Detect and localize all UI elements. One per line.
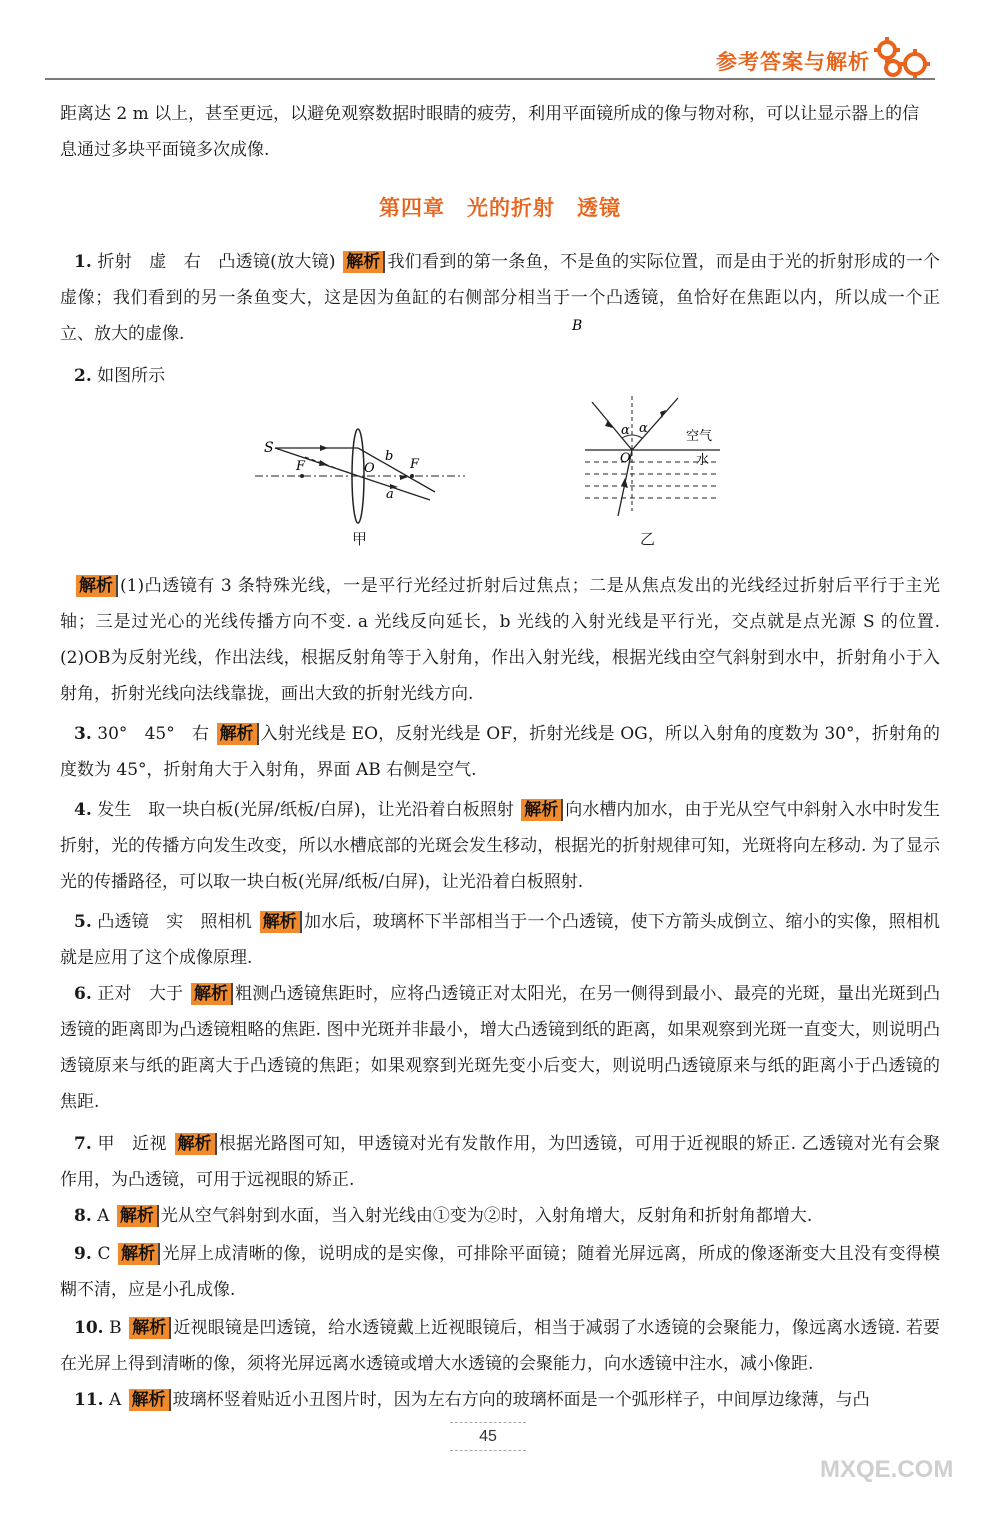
analysis-tag: 解析 xyxy=(117,1205,159,1227)
question-2 xyxy=(60,358,940,394)
figure-yi xyxy=(570,316,740,516)
q2-answer: 如图所示 xyxy=(97,366,166,386)
q10-answer: B xyxy=(109,1318,122,1338)
page-number: 45 xyxy=(479,1428,497,1445)
q10-analysis: 近视眼镜是凹透镜，给水透镜戴上近视眼镜后，相当于减弱了水透镜的会聚能力，像远离水透镜. 若要在光屏上得到清晰的像，须将光屏远离水透镜或增大水透镜的会聚能力，向水透镜中注水，减小像距. xyxy=(60,1318,941,1374)
analysis-tag: 解析 xyxy=(129,1389,171,1411)
q7-number: 7. xyxy=(74,1134,92,1154)
label-S: S xyxy=(264,440,274,456)
label-air: 空气 xyxy=(686,429,713,444)
analysis-tag: 解析 xyxy=(118,1243,160,1265)
label-B: B xyxy=(572,318,583,334)
label-alpha-2: α xyxy=(639,421,648,436)
label-alpha-1: α xyxy=(621,423,630,438)
analysis-tag: 解析 xyxy=(175,1133,217,1155)
q5-answer: 凸透镜 实 照相机 xyxy=(97,912,253,932)
analysis-tag: 解析 xyxy=(191,983,233,1005)
question-5 xyxy=(60,904,940,976)
analysis-tag: 解析 xyxy=(217,723,259,745)
gears-icon xyxy=(873,36,933,80)
label-F-left: F xyxy=(296,459,306,474)
question-7 xyxy=(60,1126,940,1198)
label-b: b xyxy=(385,449,394,464)
arrow-2 xyxy=(319,460,328,466)
question-9 xyxy=(60,1236,940,1308)
q7-analysis: 根据光路图可知，甲透镜对光有发散作用，为凹透镜，可用于近视眼的矫正. 乙透镜对光有会聚作用，为凸透镜，可用于远视眼的矫正. xyxy=(60,1134,941,1190)
header-rule xyxy=(45,78,935,80)
q9-analysis: 光屏上成清晰的像，说明成的是实像，可排除平面镜；随着光屏远离，所成的像逐渐变大且没有变得模糊不清，应是小孔成像. xyxy=(60,1244,941,1300)
q4-answer: 发生 取一块白板(光屏/纸板/白屏)，让光沿着白板照射 xyxy=(97,800,514,820)
question-1 xyxy=(60,244,940,352)
caption-yi: 乙 xyxy=(640,530,656,548)
q9-answer: C xyxy=(97,1244,111,1264)
intro-line-2: 息通过多块平面镜多次成像. xyxy=(60,140,270,160)
intro-line-1: 距离达 2 m 以上，甚至更远，以避免观察数据时眼睛的疲劳，利用平面镜所成的像与物对称，可以让显示器上的信 xyxy=(60,104,920,124)
q2-analysis-block xyxy=(60,568,940,712)
question-10 xyxy=(60,1310,940,1382)
q1-number: 1. xyxy=(74,252,92,272)
q11-number: 11. xyxy=(74,1390,104,1410)
label-O-yi: O xyxy=(620,451,631,466)
q8-analysis: 光从空气斜射到水面，当入射光线由①变为②时，入射角增大，反射角和折射角都增大. xyxy=(160,1206,813,1226)
q4-number: 4. xyxy=(74,800,92,820)
analysis-tag: 解析 xyxy=(521,799,563,821)
q6-answer: 正对 大于 xyxy=(97,984,184,1004)
q2-analysis: (1)凸透镜有 3 条特殊光线，一是平行光经过折射后过焦点；二是从焦点发出的光线经过折射后平行于主光轴；三是过光心的光线传播方向不变. a 光线反向延长，b 光线的入射光线是平行光，交点就是点光源 S 的位置. (2)OB为反射光线，作出法线，根据反射角等于入射角，作出入射光线，根据光线由空气斜射到水中，折射角小于入射角，折射光线向法线靠拢，画出大致的折射光线方向. xyxy=(60,576,940,704)
q8-answer: A xyxy=(97,1206,110,1226)
q3-answer: 30° 45° 右 xyxy=(97,724,210,744)
header-title: 参考答案与解析 xyxy=(716,50,870,74)
question-6 xyxy=(60,976,940,1120)
label-O: O xyxy=(364,461,375,476)
label-F-right: F xyxy=(410,457,420,472)
q4-analysis: 向水槽内加水，由于光从空气中斜射入水中时发生折射，光的传播方向发生改变，所以水槽底部的光斑会发生移动，根据光的折射规律可知，光斑将向左移动. 为了显示光的传播路径，可以取一块白板(光屏/纸板/白屏)，让光沿着白板照射. xyxy=(60,800,941,892)
label-a: a xyxy=(386,487,394,502)
intro-text xyxy=(60,96,940,168)
watermark: MXQE.COM xyxy=(820,1456,954,1483)
analysis-tag: 解析 xyxy=(343,251,385,273)
question-4 xyxy=(60,792,940,900)
q3-number: 3. xyxy=(74,724,92,744)
q10-number: 10. xyxy=(74,1318,104,1338)
chapter-title: 第四章 光的折射 透镜 xyxy=(379,196,621,220)
q3-analysis: 入射光线是 EO，反射光线是 OF，折射光线是 OG，所以入射角的度数为 30°，折射角的度数为 45°，折射角大于入射角，界面 AB 右侧是空气. xyxy=(60,724,941,780)
label-water: 水 xyxy=(696,453,710,468)
q6-number: 6. xyxy=(74,984,92,1004)
caption-jia: 甲 xyxy=(352,530,368,548)
analysis-tag: 解析 xyxy=(76,575,118,597)
q11-analysis: 玻璃杯竖着贴近小丑图片时，因为左右方向的玻璃杯面是一个弧形样子，中间厚边缘薄，与凸 xyxy=(172,1390,870,1410)
q9-number: 9. xyxy=(74,1244,92,1264)
q8-number: 8. xyxy=(74,1206,92,1226)
question-3 xyxy=(60,716,940,788)
page-number-rule-bottom xyxy=(450,1450,526,1451)
page-number-rule-top xyxy=(450,1422,526,1423)
q11-answer: A xyxy=(108,1390,122,1410)
arrow-1 xyxy=(320,445,328,451)
q2-number: 2. xyxy=(74,366,92,386)
q1-answer: 折射 虚 右 凸透镜(放大镜) xyxy=(97,252,336,272)
figure-jia xyxy=(250,420,470,530)
q5-number: 5. xyxy=(74,912,92,932)
q6-analysis: 粗测凸透镜焦距时，应将凸透镜正对太阳光，在另一侧得到最小、最亮的光斑，量出光斑到凸透镜的距离即为凸透镜粗略的焦距. 图中光斑并非最小，增大凸透镜到纸的距离，如果观察到光斑一直变大，则说明凸透镜原来与纸的距离大于凸透镜的焦距；如果观察到光斑先变小后变大，则说明凸透镜原来与纸的距离小于凸透镜的焦距. xyxy=(60,984,941,1112)
q5-analysis: 加水后，玻璃杯下半部相当于一个凸透镜，使下方箭头成倒立、缩小的实像，照相机就是应用了这个成像原理. xyxy=(60,912,941,968)
q1-analysis: 我们看到的第一条鱼，不是鱼的实际位置，而是由于光的折射形成的一个虚像；我们看到的另一条鱼变大，这是因为鱼缸的右侧部分相当于一个凸透镜，鱼恰好在焦距以内，所以成一个正立、放大的虚像. xyxy=(60,252,941,344)
analysis-tag: 解析 xyxy=(260,911,302,933)
q7-answer: 甲 近视 xyxy=(97,1134,167,1154)
analysis-tag: 解析 xyxy=(129,1317,171,1339)
question-11 xyxy=(60,1382,940,1418)
question-8 xyxy=(60,1198,940,1234)
